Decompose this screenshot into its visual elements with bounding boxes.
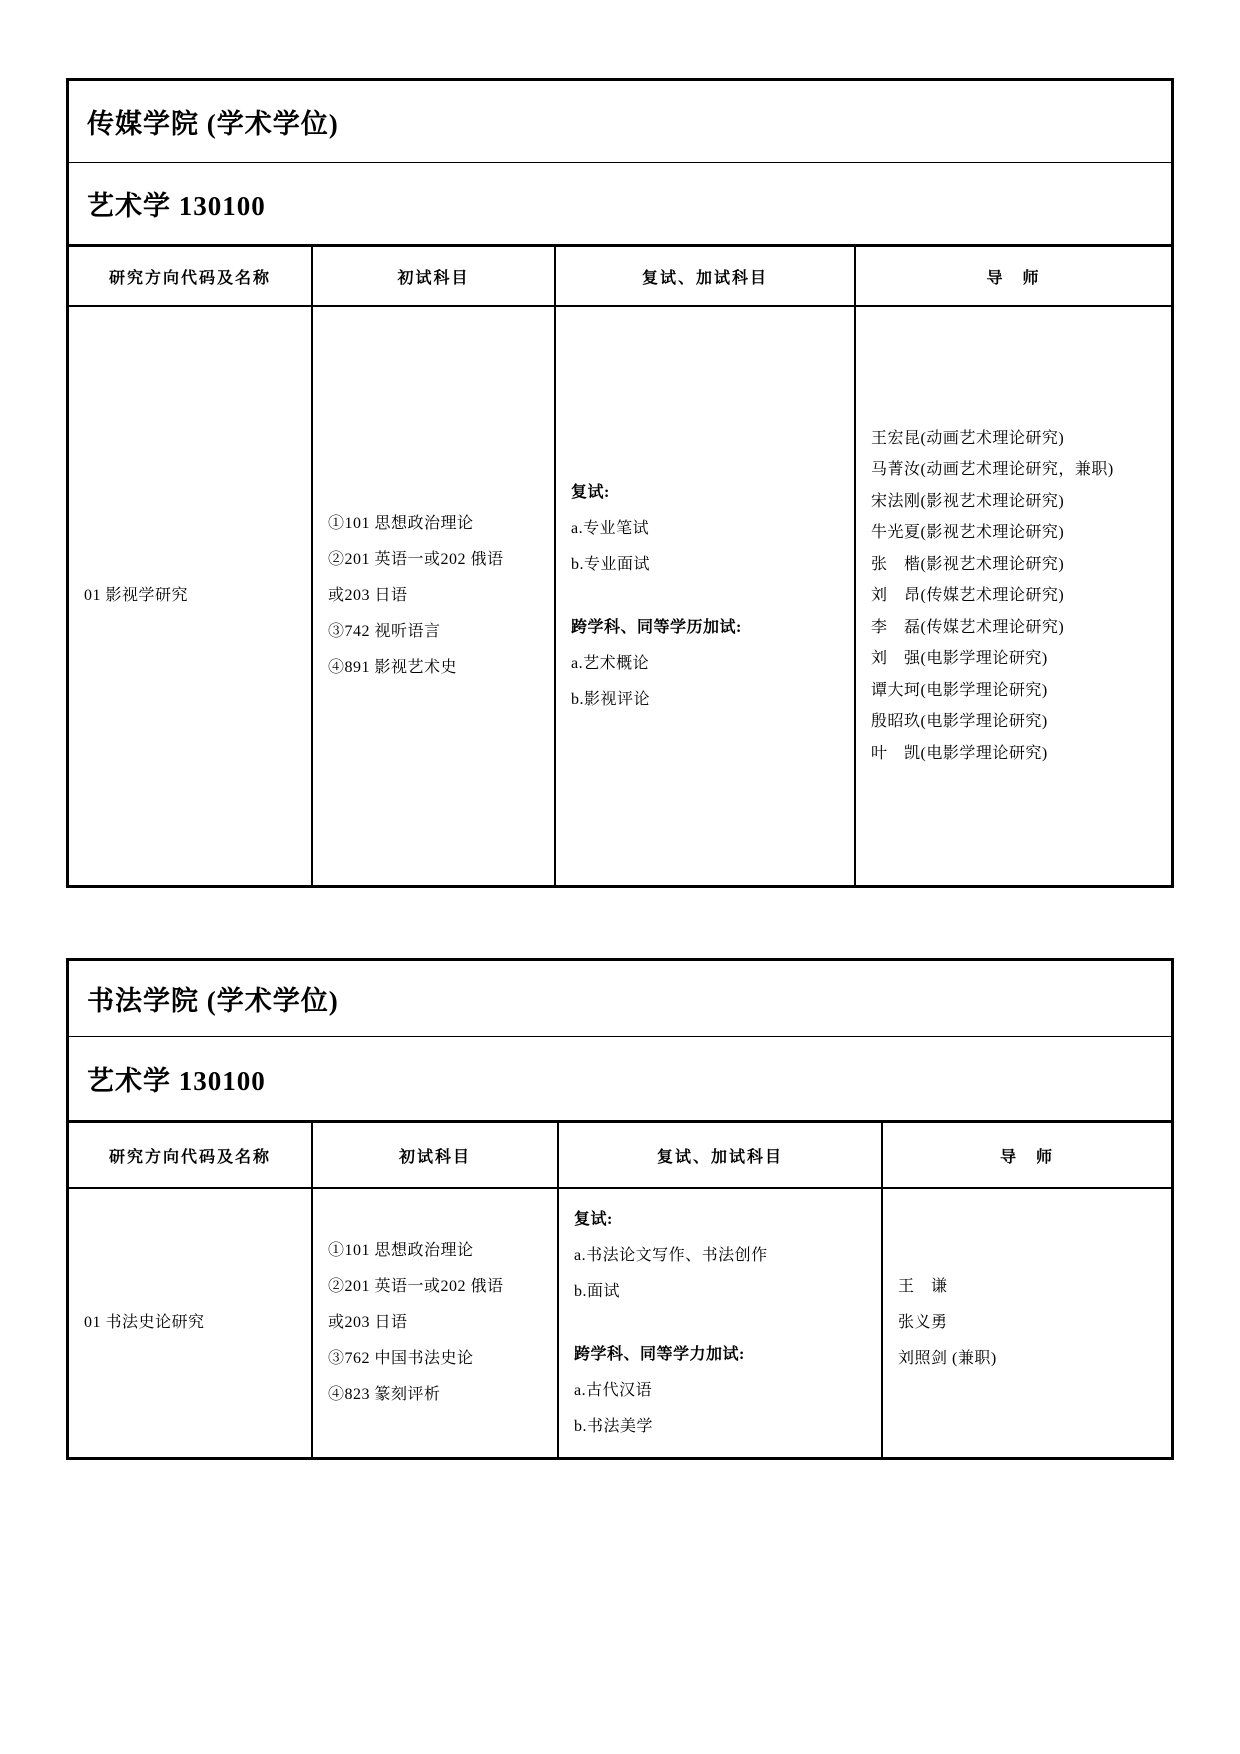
college-table-1 xyxy=(66,78,1174,888)
tutor-name: 张义勇 xyxy=(898,1314,948,1331)
direction-label: 01 影视学研究 xyxy=(84,587,189,604)
table-row xyxy=(69,307,1171,885)
direction-cell xyxy=(69,307,313,885)
col-header-direction: 研究方向代码及名称 xyxy=(69,247,313,305)
col-header-retest: 复试、加试科目 xyxy=(556,247,856,305)
tutor-name: 张 楷(影视艺术理论研究) xyxy=(871,555,1065,573)
tutor-name: 叶 凯(电影学理论研究) xyxy=(871,744,1048,762)
crossdiscipline-heading: 跨学科、同等学历加试: xyxy=(571,618,742,636)
tutor-name: 马菁汝(动画艺术理论研究，兼职) xyxy=(871,461,1114,479)
col-header-tutor: 导 师 xyxy=(986,269,1041,287)
tutor-name: 刘 昂(传媒艺术理论研究) xyxy=(871,587,1065,605)
retest-line: b.影视评论 xyxy=(571,690,651,708)
tutor-name: 李 磊(传媒艺术理论研究) xyxy=(871,618,1065,636)
college-table-2 xyxy=(66,958,1174,1460)
crossdiscipline-heading: 跨学科、同等学力加试: xyxy=(574,1345,745,1363)
tutor-name: 牛光夏(影视艺术理论研究) xyxy=(871,524,1065,542)
exam-line: ④891 影视艺术史 xyxy=(328,659,458,676)
tutor-name: 王宏昆(动画艺术理论研究) xyxy=(871,429,1065,447)
exam-line: ③762 中国书法史论 xyxy=(328,1350,474,1367)
retest-cell xyxy=(556,307,856,885)
direction-cell xyxy=(69,1189,313,1457)
direction-label: 01 书法史论研究 xyxy=(84,1314,205,1331)
exam-line: ③742 视听语言 xyxy=(328,623,441,640)
retest-line: a.专业笔试 xyxy=(571,519,650,537)
program-title: 艺术学 130100 xyxy=(69,1037,1171,1123)
column-header-row xyxy=(69,247,1171,307)
col-header-retest: 复试、加试科目 xyxy=(559,1123,883,1187)
initial-exam-cell xyxy=(313,1189,559,1457)
retest-heading: 复试: xyxy=(574,1210,613,1228)
retest-line: b.书法美学 xyxy=(574,1417,654,1435)
retest-line: a.书法论文写作、书法创作 xyxy=(574,1246,768,1264)
retest-line: b.面试 xyxy=(574,1282,621,1300)
exam-line: ④823 篆刻评析 xyxy=(328,1386,441,1403)
retest-cell xyxy=(559,1189,883,1457)
retest-heading: 复试: xyxy=(571,483,610,501)
exam-line: ①101 思想政治理论 xyxy=(328,1242,474,1259)
retest-line: a.艺术概论 xyxy=(571,654,650,672)
table-row xyxy=(69,1189,1171,1457)
tutor-cell xyxy=(856,307,1171,885)
exam-line: 或203 日语 xyxy=(328,1314,408,1331)
initial-exam-cell xyxy=(313,307,556,885)
college-title: 书法学院 (学术学位) xyxy=(69,961,1171,1037)
tutor-name: 谭大珂(电影学理论研究) xyxy=(871,681,1048,699)
exam-line: 或203 日语 xyxy=(328,587,408,604)
tutor-name: 刘 强(电影学理论研究) xyxy=(871,650,1048,668)
tutor-name: 刘照剑 (兼职) xyxy=(898,1350,997,1367)
tutor-name: 宋法刚(影视艺术理论研究) xyxy=(871,492,1065,510)
college-title: 传媒学院 (学术学位) xyxy=(69,81,1171,163)
program-title: 艺术学 130100 xyxy=(69,163,1171,247)
exam-line: ②201 英语一或202 俄语 xyxy=(328,1278,504,1295)
col-header-initial-exam: 初试科目 xyxy=(313,1123,559,1187)
tutor-cell xyxy=(883,1189,1171,1457)
retest-line: a.古代汉语 xyxy=(574,1381,653,1399)
col-header-tutor: 导 师 xyxy=(999,1148,1054,1166)
col-header-direction: 研究方向代码及名称 xyxy=(69,1123,313,1187)
exam-line: ①101 思想政治理论 xyxy=(328,515,474,532)
exam-line: ②201 英语一或202 俄语 xyxy=(328,551,504,568)
tutor-name: 殷昭玖(电影学理论研究) xyxy=(871,713,1048,731)
retest-line: b.专业面试 xyxy=(571,555,651,573)
column-header-row xyxy=(69,1123,1171,1189)
tutor-name: 王 谦 xyxy=(898,1278,948,1295)
col-header-initial-exam: 初试科目 xyxy=(313,247,556,305)
